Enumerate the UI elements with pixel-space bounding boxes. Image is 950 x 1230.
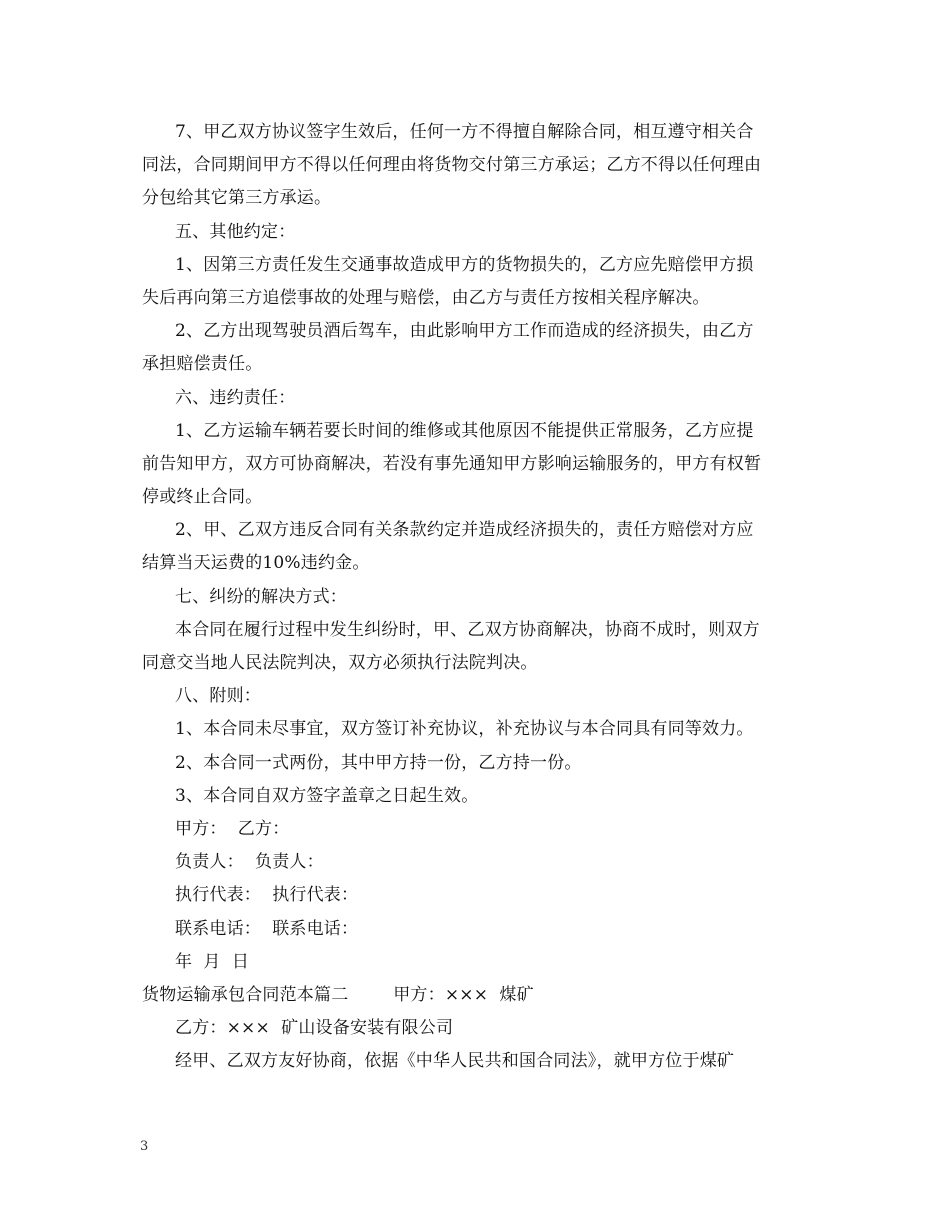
text-line: 同意交当地人民法院判决，双方必须执行法院判决。: [142, 653, 538, 673]
signature-date: 年 月 日: [175, 951, 250, 972]
text-line: 2、本合同一式两份，其中甲方持一份，乙方持一份。: [175, 752, 582, 773]
text-line: 失后再向第三方追偿事故的处理与赔偿，由乙方与责任方按相关程序解决。: [142, 287, 710, 308]
text-line: 结算当天运费的10%违约金。: [142, 553, 370, 574]
section-heading: 七、纠纷的解决方式：: [175, 586, 347, 607]
document-subtitle: 货物运输承包合同范本篇二 甲方：××× 煤矿: [142, 984, 534, 1005]
section-heading: 六、违约责任：: [175, 387, 296, 408]
text-line: 分包给其它第三方承运。: [142, 188, 332, 209]
text-line: 1、因第三方责任发生交通事故造成甲方的货物损失的，乙方应先赔偿甲方损: [175, 254, 754, 275]
page-number: 3: [140, 1139, 149, 1154]
text-line: 1、乙方运输车辆若要长时间的维修或其他原因不能提供正常服务，乙方应提: [175, 420, 754, 441]
text-line: 经甲、乙双方友好协商，依据《中华人民共和国合同法》，就甲方位于煤矿: [175, 1051, 735, 1072]
text-line: 1、本合同未尽事宜，双方签订补充协议，补充协议与本合同具有同等效力。: [175, 719, 754, 740]
document-body: [142, 116, 814, 1078]
text-line: 本合同在履行过程中发生纠纷时，甲、乙双方协商解决，协商不成时，则双方: [175, 619, 760, 640]
signature-field-party: 甲方： 乙方：: [175, 818, 290, 839]
section-heading: 五、其他约定：: [175, 221, 296, 242]
text-line: 同法，合同期间甲方不得以任何理由将货物交付第三方承运；乙方不得以任何理由: [142, 155, 762, 176]
text-line: 乙方：××× 矿山设备安装有限公司: [175, 1018, 454, 1039]
section-heading: 八、附则：: [175, 686, 261, 707]
text-line: 2、乙方出现驾驶员酒后驾车，由此影响甲方工作而造成的经济损失，由乙方: [175, 321, 754, 342]
text-line: 前告知甲方，双方可协商解决，若没有事先通知甲方影响运输服务的，甲方有权暂: [142, 453, 762, 474]
text-line: 2、甲、乙双方违反合同有关条款约定并造成经济损失的，责任方赔偿对方应: [175, 520, 754, 541]
text-line: 3、本合同自双方签字盖章之日起生效。: [175, 785, 479, 806]
signature-field-phone: 联系电话： 联系电话：: [175, 918, 359, 939]
signature-field-representative: 执行代表： 执行代表：: [175, 885, 359, 906]
text-line: 承担赔偿责任。: [142, 354, 263, 375]
text-line: 停或终止合同。: [142, 487, 263, 508]
text-line: 7、甲乙双方协议签字生效后，任何一方不得擅自解除合同，相互遵守相关合: [175, 122, 754, 142]
signature-field-responsible: 负责人： 负责人：: [175, 852, 324, 873]
